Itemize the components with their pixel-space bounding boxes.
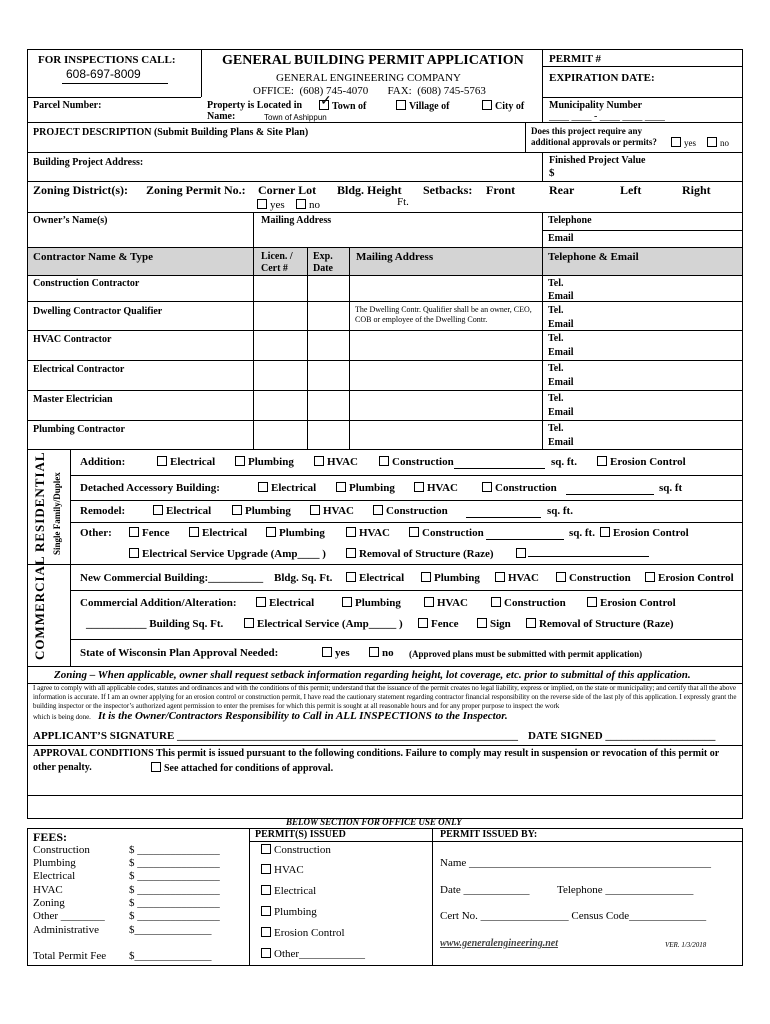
addition-label: Addition:	[80, 456, 126, 468]
approvals-question-2: additional approvals or permits?	[531, 137, 657, 147]
alt-hvac-checkbox[interactable]	[424, 597, 468, 609]
contractor-row-plumbing: Plumbing Contractor	[33, 424, 125, 435]
municipality-blanks: ____ ____ - ____ ____ ____	[549, 111, 665, 122]
fee-zoning: Zoning	[33, 897, 65, 909]
other-erosion-checkbox[interactable]	[600, 527, 689, 539]
label: Construction	[569, 572, 631, 584]
right-label: Right	[682, 183, 711, 197]
divider	[466, 517, 541, 518]
label: no	[720, 138, 729, 148]
fee-input[interactable]: $ _______________	[129, 870, 220, 882]
expiration-date-label: EXPIRATION DATE:	[549, 72, 655, 84]
remodel-plumbing-checkbox[interactable]	[232, 505, 291, 517]
other-sqft-label: sq. ft.	[569, 527, 595, 539]
alt-electrical-checkbox[interactable]	[256, 597, 314, 609]
divider	[307, 247, 308, 449]
email-label: Email	[548, 347, 574, 358]
label: HVAC	[323, 505, 354, 517]
divider	[542, 212, 543, 247]
addition-sqft-label: sq. ft.	[551, 456, 577, 468]
dwelling-qualifier-note: The Dwelling Contr. Qualifier shall be an owner, CEO, COB or employee of the Dwelling Contr.	[355, 305, 532, 324]
other-fence-checkbox[interactable]	[129, 527, 169, 539]
corner-lot-label: Corner Lot	[258, 183, 317, 197]
removal-checkbox[interactable]	[346, 548, 494, 560]
town-name-value: Town of Ashippun	[264, 113, 327, 122]
divider	[249, 841, 742, 842]
owner-telephone-label: Telephone	[548, 215, 592, 226]
divider	[349, 247, 350, 449]
divider	[253, 247, 254, 449]
approvals-question-1: Does this project require any	[531, 126, 642, 136]
divider	[27, 360, 743, 361]
divider	[70, 564, 71, 666]
label: Electrical Service Upgrade (Amp____ )	[142, 548, 326, 560]
comm-sign-checkbox[interactable]	[477, 618, 511, 630]
label: Electrical	[202, 527, 248, 539]
building-address-label: Building Project Address:	[33, 157, 144, 168]
permit-number-label: PERMIT #	[549, 53, 602, 65]
frame-top	[27, 49, 743, 50]
email-label: Email	[548, 291, 574, 302]
label: Electrical	[170, 456, 216, 468]
divider	[27, 181, 743, 182]
permit-issued-by-heading: PERMIT ISSUED BY:	[440, 829, 538, 840]
divider	[566, 494, 654, 495]
divider	[27, 122, 743, 123]
state-plan-no-checkbox[interactable]	[369, 647, 394, 659]
label: Removal of Structure (Raze)	[539, 618, 674, 630]
issued-hvac-checkbox[interactable]	[261, 864, 304, 876]
divider	[27, 795, 743, 796]
label: Plumbing	[274, 906, 317, 918]
detached-construction-checkbox[interactable]	[482, 482, 557, 494]
label: HVAC	[508, 572, 539, 584]
divider	[27, 745, 743, 746]
rear-label: Rear	[549, 183, 575, 197]
alt-plumbing-checkbox[interactable]	[342, 597, 401, 609]
contractor-row-master-electrician: Master Electrician	[33, 394, 113, 405]
label: Plumbing	[248, 456, 294, 468]
divider	[70, 475, 742, 476]
phone-email-header: Telephone & Email	[548, 251, 639, 263]
fee-input[interactable]: $ _______________	[129, 844, 220, 856]
ft-label: Ft.	[397, 196, 409, 208]
agreement-text-end: which is being done.	[33, 713, 91, 721]
remodel-sqft-label: sq. ft.	[547, 505, 573, 517]
comm-service-checkbox[interactable]	[244, 618, 403, 630]
label: yes	[270, 199, 285, 211]
contractor-row-construction: Construction Contractor	[33, 278, 140, 289]
comm-construction-checkbox[interactable]	[556, 572, 631, 584]
issued-by-date-field[interactable]: Date ____________	[440, 884, 530, 896]
fee-administrative: Administrative	[33, 924, 99, 936]
label: yes	[684, 138, 696, 148]
name-label: Name:	[207, 111, 236, 122]
see-attached-checkbox[interactable]	[151, 762, 333, 774]
exp-header: Exp.	[313, 251, 333, 262]
label: Construction	[274, 844, 331, 856]
label: HVAC	[359, 527, 390, 539]
divider	[70, 639, 742, 640]
label: Plumbing	[245, 505, 291, 517]
other-label: Other:	[80, 527, 112, 539]
tel-label: Tel.	[548, 423, 564, 434]
office-use-heading: BELOW SECTION FOR OFFICE USE ONLY	[286, 817, 462, 827]
label: HVAC	[437, 597, 468, 609]
label: Town of	[332, 101, 367, 112]
detached-sqft-label: sq. ft	[659, 482, 683, 494]
parcel-number-label: Parcel Number:	[33, 100, 102, 111]
approvals-no-checkbox[interactable]	[707, 137, 729, 148]
state-plan-label: State of Wisconsin Plan Approval Needed:	[80, 647, 279, 659]
approvals-yes-checkbox[interactable]	[671, 137, 696, 148]
label: Fence	[142, 527, 170, 539]
fee-input[interactable]: $ _______________	[129, 857, 220, 869]
label: Erosion Control	[600, 597, 676, 609]
divider	[27, 390, 743, 391]
other-construction-checkbox[interactable]	[409, 527, 484, 539]
commercial-label: COMMERCIAL	[32, 555, 47, 660]
tel-label: Tel.	[548, 393, 564, 404]
residential-sublabel: Single Family/Duplex	[52, 472, 62, 555]
addition-plumbing-checkbox[interactable]	[235, 456, 294, 468]
bldg-sqft-label: Bldg. Sq. Ft.	[274, 572, 333, 584]
frame-left	[27, 49, 28, 819]
divider	[27, 420, 743, 421]
label: no	[382, 647, 394, 659]
email-label: Email	[548, 319, 574, 330]
bldg-height-label: Bldg. Height	[337, 183, 402, 197]
fee-input[interactable]: $ _______________	[129, 897, 220, 909]
divider	[27, 828, 743, 829]
comm-hvac-checkbox[interactable]	[495, 572, 539, 584]
remodel-hvac-checkbox[interactable]	[310, 505, 354, 517]
fee-total-label: Total Permit Fee	[33, 950, 107, 962]
label: City of	[495, 101, 525, 112]
date-header: Date	[313, 263, 333, 274]
divider	[249, 828, 250, 965]
comm-fence-checkbox[interactable]	[418, 618, 458, 630]
owner-names-label: Owner’s Name(s)	[33, 215, 108, 226]
office-contact: OFFICE: (608) 745-4070 FAX: (608) 745-5763	[253, 85, 486, 97]
label: Construction	[422, 527, 484, 539]
other-blank-checkbox[interactable]	[516, 548, 529, 560]
check-mark-icon: ✓	[320, 94, 332, 109]
label: Electrical	[166, 505, 212, 517]
label: Erosion Control	[613, 527, 689, 539]
zoning-permit-label: Zoning Permit No.:	[146, 183, 246, 197]
label: Erosion Control	[610, 456, 686, 468]
label: Sign	[490, 618, 511, 630]
addition-construction-checkbox[interactable]	[379, 456, 454, 468]
label: Village of	[409, 101, 450, 112]
divider	[454, 468, 545, 469]
label: Electrical	[274, 885, 317, 897]
label: Electrical	[269, 597, 315, 609]
label: Construction	[392, 456, 454, 468]
company-name: GENERAL ENGINEERING COMPANY	[276, 72, 461, 84]
municipality-number-label: Municipality Number	[549, 100, 643, 111]
service-upgrade-checkbox[interactable]	[129, 548, 326, 560]
owner-mailing-label: Mailing Address	[261, 215, 332, 226]
label: Plumbing	[279, 527, 325, 539]
responsibility-note: It is the Owner/Contractors Responsibility to Call in ALL INSPECTIONS to the Inspector.	[98, 710, 508, 722]
contractor-name-header: Contractor Name & Type	[33, 251, 154, 263]
fee-electrical: Electrical	[33, 870, 76, 882]
divider	[27, 828, 28, 966]
divider	[27, 330, 743, 331]
label: Plumbing	[355, 597, 401, 609]
label: See attached for conditions of approval.	[164, 763, 334, 774]
label: Other____________	[274, 948, 366, 960]
remodel-construction-checkbox[interactable]	[373, 505, 448, 517]
mailing-header: Mailing Address	[356, 251, 434, 263]
divider	[542, 49, 543, 122]
divider	[542, 97, 742, 98]
comm-electrical-checkbox[interactable]	[346, 572, 404, 584]
label: Construction	[495, 482, 557, 494]
agreement-text	[33, 684, 739, 711]
divider	[542, 230, 742, 231]
label: HVAC	[274, 864, 304, 876]
city-of-checkbox[interactable]	[482, 100, 524, 112]
zoning-note: Zoning – When applicable, owner shall request setback information regarding height, lot coverage, etc. prior to submittal of this application.	[54, 669, 691, 681]
alt-construction-checkbox[interactable]	[491, 597, 566, 609]
divider	[542, 247, 543, 449]
comm-plumbing-checkbox[interactable]	[421, 572, 480, 584]
fee-total-input[interactable]: $______________	[129, 950, 212, 962]
other-plumbing-checkbox[interactable]	[266, 527, 325, 539]
divider	[253, 212, 254, 247]
divider	[525, 122, 526, 152]
label: HVAC	[427, 482, 458, 494]
owner-email-label: Email	[548, 233, 574, 244]
label: Construction	[386, 505, 448, 517]
divider	[27, 564, 743, 565]
email-label: Email	[548, 437, 574, 448]
new-commercial-label: New Commercial Building:__________	[80, 572, 264, 584]
label: HVAC	[327, 456, 358, 468]
village-of-checkbox[interactable]	[396, 100, 449, 112]
tel-label: Tel.	[548, 333, 564, 344]
remodel-electrical-checkbox[interactable]	[153, 505, 211, 517]
fee-construction: Construction	[33, 844, 90, 856]
date-signed-field[interactable]: DATE SIGNED ____________________	[528, 730, 716, 742]
residential-label: RESIDENTIAL	[32, 451, 47, 552]
other-electrical-checkbox[interactable]	[189, 527, 247, 539]
other-penalty: other penalty.	[33, 762, 92, 773]
setbacks-label: Setbacks:	[423, 183, 473, 197]
fee-input[interactable]: $______________	[129, 924, 212, 936]
divider	[742, 828, 743, 966]
addition-hvac-checkbox[interactable]	[314, 456, 358, 468]
contractor-row-dwelling: Dwelling Contractor Qualifier	[33, 306, 163, 317]
contractor-row-hvac: HVAC Contractor	[33, 334, 112, 345]
label: Fence	[431, 618, 459, 630]
tel-label: Tel.	[548, 363, 564, 374]
fee-plumbing: Plumbing	[33, 857, 76, 869]
tel-label: Tel.	[548, 305, 564, 316]
comm-alteration-label: Commercial Addition/Alteration:	[80, 597, 237, 609]
cert-census-field[interactable]: Cert No. ________________ Census Code______________	[440, 910, 707, 922]
issued-by-telephone-field[interactable]: Telephone ________________	[557, 884, 694, 896]
detached-hvac-checkbox[interactable]	[414, 482, 458, 494]
label: Erosion Control	[274, 927, 345, 939]
cert-header: Cert #	[261, 263, 288, 274]
page-title: GENERAL BUILDING PERMIT APPLICATION	[222, 53, 524, 68]
divider	[62, 83, 168, 84]
website-link[interactable]: www.generalengineering.net	[440, 938, 558, 949]
divider	[27, 449, 743, 450]
divider	[27, 212, 743, 213]
label: Erosion Control	[658, 572, 734, 584]
building-sqft-line: ___________ Building Sq. Ft.	[86, 618, 224, 630]
issued-other-checkbox[interactable]	[261, 948, 365, 960]
divider	[27, 666, 743, 667]
divider	[542, 152, 543, 182]
frame-right	[742, 49, 743, 819]
applicant-signature-field[interactable]: APPLICANT’S SIGNATURE ______________________________________________________________	[33, 730, 519, 742]
divider	[27, 275, 743, 276]
agreement-body: I agree to comply with all applicable codes, statutes and ordinances and with the conditions of this permit; understand that the issuance of the permit creates no legal liability, express or implied, on the state or municipality; and certify that all the above information is accurate. If I am an owner applying for an erosion control or construction permit, I have read the cautionary statement regarding contractor financial responsibility on the reverse side of the last ply of this application. I expressly grant the building inspector or the inspector’s authorized agent permission to enter the premises for which this permit is sought at all reasonable hours and for any proper purpose to inspect the work	[33, 684, 737, 710]
label: Plumbing	[434, 572, 480, 584]
divider	[432, 828, 433, 965]
divider	[27, 152, 743, 153]
divider	[27, 301, 743, 302]
issued-plumbing-checkbox[interactable]	[261, 906, 317, 918]
fee-input[interactable]: $ _______________	[129, 884, 220, 896]
divider	[27, 965, 743, 966]
detached-electrical-checkbox[interactable]	[258, 482, 316, 494]
fee-other: Other ________	[33, 910, 105, 922]
approval-conditions: APPROVAL CONDITIONS This permit is issued pursuant to the following conditions. Failure to comply may result in suspension or revocation of this permit or	[33, 748, 720, 759]
inspections-phone: 608-697-8009	[66, 67, 141, 81]
issued-erosion-checkbox[interactable]	[261, 927, 345, 939]
divider	[70, 500, 742, 501]
left-label: Left	[620, 183, 642, 197]
finished-value-label: Finished Project Value	[549, 155, 646, 166]
divider	[486, 539, 564, 540]
issued-electrical-checkbox[interactable]	[261, 885, 316, 897]
label: Electrical Service (Amp_____ )	[257, 618, 403, 630]
divider	[528, 556, 649, 557]
detached-plumbing-checkbox[interactable]	[336, 482, 395, 494]
addition-erosion-checkbox[interactable]	[597, 456, 686, 468]
issued-by-name-field[interactable]: Name ____________________________________________	[440, 857, 712, 869]
inspections-label: FOR INSPECTIONS CALL:	[38, 54, 176, 66]
label: Plumbing	[349, 482, 395, 494]
comm-erosion-checkbox[interactable]	[645, 572, 734, 584]
email-label: Email	[548, 407, 574, 418]
project-description-label: PROJECT DESCRIPTION (Submit Building Plans & Site Plan)	[33, 127, 309, 138]
state-plan-yes-checkbox[interactable]	[322, 647, 350, 659]
fee-input[interactable]: $ _______________	[129, 910, 220, 922]
email-label: Email	[548, 377, 574, 388]
divider	[70, 522, 742, 523]
label: Electrical	[271, 482, 317, 494]
issued-construction-checkbox[interactable]	[261, 844, 331, 856]
remodel-label: Remodel:	[80, 505, 126, 517]
divider	[201, 49, 202, 97]
label: Removal of Structure (Raze)	[359, 548, 494, 560]
alt-erosion-checkbox[interactable]	[587, 597, 676, 609]
corner-lot-yes-checkbox[interactable]	[257, 199, 285, 211]
fees-heading: FEES:	[33, 830, 68, 844]
comm-removal-checkbox[interactable]	[526, 618, 674, 630]
divider	[542, 66, 742, 67]
other-hvac-checkbox[interactable]	[346, 527, 390, 539]
fee-hvac: HVAC	[33, 884, 63, 896]
divider	[70, 449, 71, 564]
divider	[70, 590, 742, 591]
detached-label: Detached Accessory Building:	[80, 482, 220, 494]
front-label: Front	[486, 183, 516, 197]
tel-label: Tel.	[548, 278, 564, 289]
zoning-district-label: Zoning District(s):	[33, 183, 128, 197]
label: no	[309, 199, 320, 211]
property-located-label: Property is Located in	[207, 100, 303, 111]
divider	[27, 97, 201, 98]
contractor-row-electrical: Electrical Contractor	[33, 364, 125, 375]
dollar-sign: $	[549, 167, 555, 179]
label: Construction	[504, 597, 566, 609]
state-plan-note: (Approved plans must be submitted with permit application)	[409, 649, 643, 659]
corner-lot-no-checkbox[interactable]	[296, 199, 320, 211]
addition-electrical-checkbox[interactable]	[157, 456, 215, 468]
licen-header: Licen. /	[261, 251, 293, 262]
version-label: VER. 1/3/2018	[665, 941, 707, 949]
label: yes	[335, 647, 350, 659]
permits-issued-heading: PERMIT(S) ISSUED	[255, 829, 346, 840]
label: Electrical	[359, 572, 405, 584]
